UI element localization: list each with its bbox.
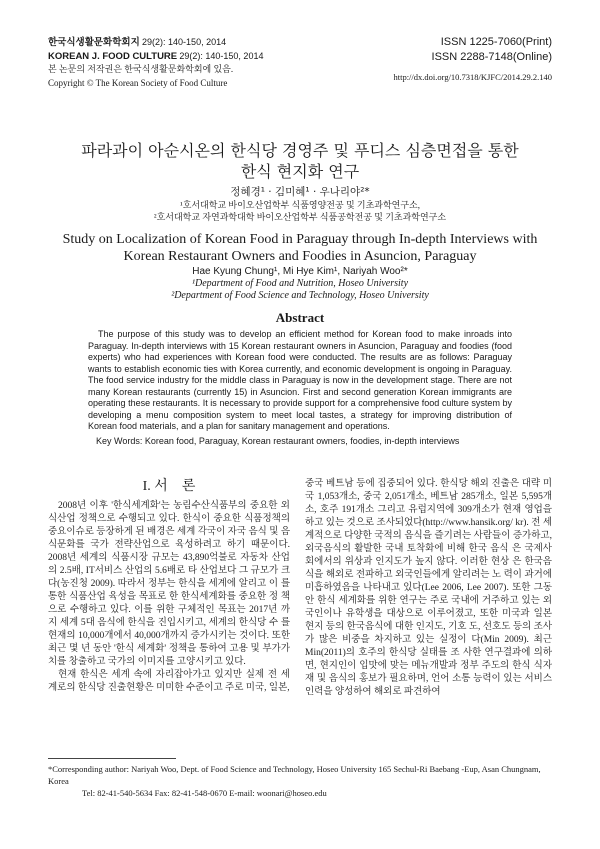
- english-authors: Hae Kyung Chung¹, Mi Hye Kim¹, Nariyah Woo²*: [192, 266, 408, 277]
- body-text-line: 영업을 하고 있는 것으로 조사되었다(http://www.hansik.org/: [305, 505, 552, 528]
- korean-title-line: 파라과이 아순시온의 한식당 경영주 및 푸디스 심층면접을 통한: [81, 141, 519, 160]
- issn-print: ISSN 1225-7060(Print): [440, 36, 552, 48]
- body-text-line: 증가하고, 외국음식의 활발한 국내 토착화에 비해 한국 음식: [305, 531, 552, 554]
- issn-block: [332, 35, 552, 82]
- body-column-left: [48, 478, 290, 695]
- english-title: [48, 231, 552, 265]
- copyright-en: Copyright © The Korean Society of Food Culture: [48, 77, 228, 88]
- body-text-line: 2008년 이후 '한식세계화'는 농림수산식품부의 중요한 외: [58, 501, 290, 511]
- korean-title: [48, 140, 552, 182]
- body-column-right: [305, 478, 552, 699]
- body-text-line: 사한 연구결과에 의하면, 현지인이 입맛에 맞는 메뉴개발과: [305, 648, 552, 671]
- abstract-line: development stage. There are not many Korean restaurants (currently 15) in Asuncion. First and second generation Korean: [88, 375, 513, 397]
- body-text-line: 2007). 또한 그동안 한식 세계화를 위한 연구는 주로 국내에: [305, 583, 553, 606]
- body-text-line: 계로의 한식당 진출현황은 미미한 수준이고 주로 미국, 일본,: [48, 683, 290, 693]
- journal-issue-kr: 29(2): 140-150, 2014: [142, 37, 227, 47]
- abstract-line: immigrants are operating these restaurants. It is necessary to provide support for a comprehensive food culture system by: [88, 386, 513, 408]
- journal-issue-en: 29(2): 140-150, 2014: [179, 50, 264, 61]
- body-text-line: 중국 베트남 등에 집중되어 있다. 한식당 해외 진출은 대략: [305, 479, 541, 489]
- front-matter: [48, 140, 552, 448]
- body-text-line: 까지 세계 5대 음식에 한식을 진입시키고, 세계의 한식당 수: [48, 605, 291, 628]
- abstract-line: Korean food were conducted. The results are as follows: Paraguay wants to establish economic ties with Korea currently, and: [88, 352, 512, 374]
- abstract-heading: Abstract: [275, 310, 325, 325]
- journal-header: [48, 36, 348, 90]
- body-text-line: 현재 한식은 세계 속에 자리잡아가고 있지만 실제 전 세: [58, 670, 290, 680]
- body-text-line: 은 국제사회에서의 위상과 인지도가 높지 않다. 이러한 현상: [305, 544, 552, 567]
- body-text-line: 다(Min 2009). 최근 Min(2011)의 호주의 한식당 실태를 조: [305, 635, 553, 658]
- body-paragraph: [305, 478, 552, 699]
- body-text-line: 은 한국음식을 해외로 전파하고 외국인들에게 알리려는 노: [305, 557, 552, 580]
- english-affiliation: ²Department of Food Science and Technology, Hoseo University: [171, 290, 429, 301]
- doi-link[interactable]: http://dx.doi.org/10.7318/KJFC/2014.29.2.140: [393, 72, 552, 82]
- journal-name-kr: 한국식생활문화학회지: [48, 37, 140, 48]
- abstract-line: economic development is ongoing in Paraguay. The food service industry for the middle class in Paraguay is now in the: [88, 363, 512, 385]
- abstract-line: interviews with 15 Korean restaurant owners in Asuncion, Paraguay and foodies (food experts) who had experiences with: [88, 340, 512, 362]
- footnote-line: *Corresponding author: Nariyah Woo, Dept. of Food Science and Technology, Hoseo University 165 Sechul-Ri Baebang -Eup, Asan Chungnam, Korea: [48, 764, 541, 786]
- body-text-line: 크다(농진청 2009). 따라서 정부는 한식을 세계에 알리고 이: [48, 566, 290, 589]
- body-text-line: 부가가치를 창출하고 국가의 이미지를 고양시키고 있다.: [48, 644, 290, 667]
- body-paragraph: [48, 500, 290, 669]
- body-text-line: 미국 1,053개소, 중국 2,051개소, 베트남 285개소, 일본: [305, 479, 553, 502]
- body-text-line: 를 현재의 10,000개에서 40,000개까지 증가시키는 것이다.: [48, 618, 291, 641]
- abstract-line: and a plan for sanitary management and operations.: [181, 421, 390, 431]
- korean-affiliation: ¹호서대학교 바이오산업학부 식품영양전공 및 기초과학연구소,: [180, 200, 420, 210]
- abstract-line: developing a menu composition system to meet local tastes, a strategy for improving distribution of Korean food materials,: [88, 409, 512, 431]
- body-text-line: 정부 주도의 한식 식자재 및 음식의 홍보가 필요하며, 언어: [305, 661, 552, 684]
- corresponding-author-footnote: [48, 763, 552, 799]
- body-text-line: 5,595개소, 호주 191개소 그리고 유럽지역에 309개소가 현재: [305, 492, 552, 515]
- abstract-line: The purpose of this study was to develop an efficient method for Korean food to make inroads into Paraguay. In-depth: [88, 329, 512, 351]
- korean-affiliation: ²호서대학교 자연과학대학 바이오산업학부 식품공학전공 및 기초과학연구소: [153, 212, 447, 222]
- body-text-line: 거주하고 있는 외국인이나 유학생을 대상으로 이루어졌고,: [305, 596, 553, 619]
- body-text-line: 를 통한 식품산업 육성을 목표로 한 한식세계화를 중요한 정: [48, 579, 291, 602]
- body-text-line: 식산업 정책으로 수행되고 있다. 한식이 중요한 식품정책의: [48, 514, 290, 524]
- footnote-contact: Tel: 82-41-540-5634 Fax: 82-41-548-0670 E-mail: woonari@hoseo.edu: [82, 788, 327, 798]
- body-text-line: 소통 능력이 있는 서비스 인력을 양성하여 해외로 파견하여: [305, 674, 552, 697]
- body-text-line: 력이 과거에 미흡하였음을 나타내고 있다(Lee 2006, Lee: [305, 570, 553, 593]
- body-text-line: 도, 선호도 등의 조사가 많은 비중을 차지하고 있는 실정이: [305, 622, 552, 645]
- keywords: Key Words: Korean food, Paraguay, Korean restaurant owners, foodies, in-depth interviews: [96, 435, 460, 446]
- body-text-line: 책으로 수행하고 있다. 이를 위한 구체적인 목표는 2017년: [48, 592, 290, 615]
- body-text-line: 중요이슈로 등장하게 된 배경은 세계 각국이 자국 음식 및: [48, 527, 279, 537]
- abstract-body: [88, 329, 512, 433]
- footnote-divider: [48, 758, 176, 759]
- english-title-line: Study on Localization of Korean Food in Paraguay through In-depth Interviews with: [62, 232, 538, 247]
- section-heading-introduction: I. 서 론: [142, 479, 196, 494]
- korean-affiliations: [48, 199, 552, 223]
- body-paragraph: [48, 669, 290, 695]
- english-title-line: Korean Restaurant Owners and Foodies in Asuncion, Paraguay: [123, 249, 477, 264]
- copyright-kr: 본 논문의 저작권은 한국식생활문화학회에 있음.: [48, 64, 234, 74]
- issn-online: ISSN 2288-7148(Online): [431, 51, 552, 63]
- english-affiliations: [48, 278, 552, 302]
- korean-authors: 정혜경¹ · 김미혜¹ · 우나리야²*: [230, 186, 370, 198]
- body-text-line: 또한 미국과 일본 현지 등의 한국음식에 대한 인지도, 기호: [305, 609, 552, 632]
- body-text-line: kr). 전 세계적으로 다양한 국적의 음식을 즐기려는 사람들이: [305, 518, 553, 541]
- body-text-line: 음식문화를 국가 전략산업으로 육성하려고 하기 때문이다.: [48, 527, 291, 550]
- body-text-line: 또한 최근 몇 년 동안 '한식 세계화' 정책을 통하여 고용 및: [48, 631, 291, 654]
- korean-title-line: 한식 현지화 연구: [240, 162, 360, 181]
- english-affiliation: ¹Department of Food and Nutrition, Hoseo University: [191, 278, 409, 289]
- journal-name-en: KOREAN J. FOOD CULTURE: [48, 50, 178, 62]
- body-text-line: 2008년 세계의 식품시장 규모는 43,890억불로 자동차 산업: [48, 553, 290, 563]
- body-text-line: 의 2.5배, IT서비스 산업의 5.6배로 타 산업보다 그 규모가: [48, 566, 279, 576]
